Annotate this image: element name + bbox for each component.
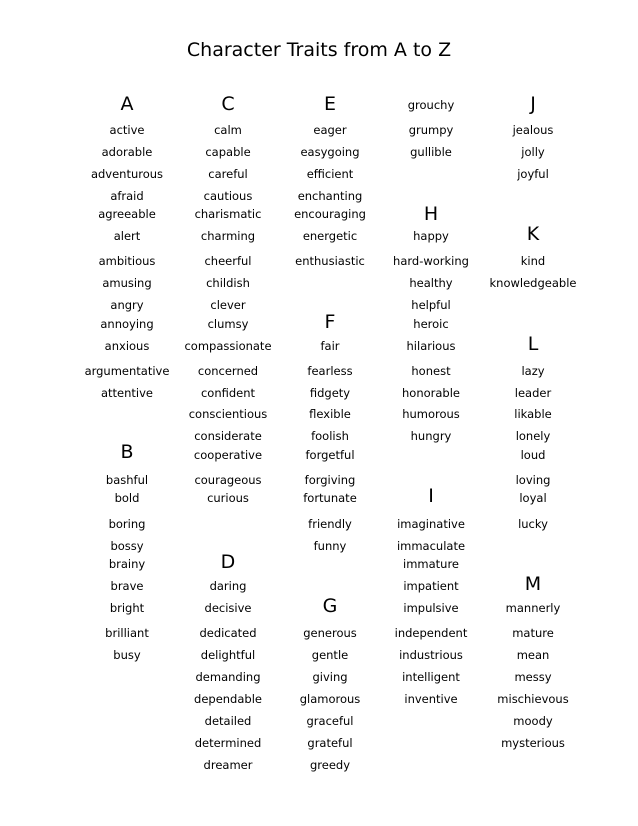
trait-word: jolly	[521, 145, 545, 159]
trait-word: jealous	[512, 123, 554, 137]
trait-word: brainy	[108, 557, 146, 571]
section-letter: M	[524, 573, 542, 595]
trait-word: impatient	[403, 579, 459, 593]
trait-word: dependable	[194, 692, 262, 706]
trait-word: heroic	[413, 317, 449, 331]
trait-word: concerned	[197, 364, 259, 378]
trait-word: hard-working	[393, 254, 469, 268]
trait-word: honest	[411, 364, 451, 378]
trait-word: dreamer	[203, 758, 253, 772]
trait-word: amusing	[102, 276, 152, 290]
trait-word: alert	[113, 229, 141, 243]
trait-word: brilliant	[105, 626, 149, 640]
section-letter: D	[220, 551, 236, 573]
trait-word: calm	[214, 123, 242, 137]
section-letter: I	[428, 485, 434, 507]
trait-word: eager	[313, 123, 347, 137]
trait-word: brave	[110, 579, 144, 593]
trait-word: forgetful	[305, 448, 355, 462]
trait-word: cautious	[203, 189, 253, 203]
trait-word: fidgety	[309, 386, 351, 400]
trait-word: clever	[210, 298, 246, 312]
trait-word: energetic	[302, 229, 358, 243]
trait-word: immature	[403, 557, 459, 571]
section-letter: E	[323, 93, 337, 115]
trait-word: hilarious	[406, 339, 456, 353]
trait-word: bossy	[110, 539, 144, 553]
trait-word: leader	[514, 386, 552, 400]
trait-word: greedy	[309, 758, 351, 772]
trait-word: delightful	[200, 648, 256, 662]
trait-word: bright	[109, 601, 145, 615]
trait-word: glamorous	[299, 692, 361, 706]
trait-word: angry	[110, 298, 144, 312]
section-letter: F	[324, 311, 336, 333]
trait-word: loud	[520, 448, 546, 462]
trait-word: likable	[514, 407, 552, 421]
trait-word: enchanting	[297, 189, 363, 203]
trait-word: daring	[209, 579, 247, 593]
trait-word: humorous	[402, 407, 460, 421]
trait-word: annoying	[100, 317, 154, 331]
trait-word: determined	[194, 736, 262, 750]
section-letter: B	[120, 441, 134, 463]
trait-word: joyful	[517, 167, 549, 181]
trait-word: attentive	[100, 386, 154, 400]
trait-word: inventive	[404, 692, 458, 706]
trait-word: afraid	[110, 189, 144, 203]
section-letter: J	[530, 93, 536, 115]
trait-word: lucky	[518, 517, 548, 531]
trait-word: fearless	[307, 364, 353, 378]
trait-word: grateful	[307, 736, 353, 750]
trait-word: compassionate	[184, 339, 272, 353]
trait-word: dedicated	[199, 626, 257, 640]
trait-word: mature	[512, 626, 554, 640]
trait-word: cheerful	[204, 254, 252, 268]
trait-word: impulsive	[403, 601, 459, 615]
trait-word: bold	[114, 491, 140, 505]
trait-word: foolish	[311, 429, 349, 443]
trait-word: fortunate	[303, 491, 357, 505]
trait-word: mysterious	[501, 736, 565, 750]
trait-word: decisive	[204, 601, 252, 615]
trait-word: industrious	[399, 648, 463, 662]
trait-word: considerate	[194, 429, 262, 443]
trait-word: cooperative	[193, 448, 263, 462]
trait-word: generous	[303, 626, 357, 640]
trait-word: gentle	[311, 648, 349, 662]
trait-word: gullible	[410, 145, 452, 159]
section-letter: G	[322, 595, 338, 617]
section-letter: C	[221, 93, 235, 115]
trait-word: detailed	[204, 714, 252, 728]
trait-word: helpful	[411, 298, 451, 312]
trait-word: lazy	[521, 364, 545, 378]
trait-word: ambitious	[98, 254, 156, 268]
trait-word: happy	[413, 229, 449, 243]
trait-word: courageous	[194, 473, 262, 487]
trait-word: childish	[206, 276, 250, 290]
trait-word: knowledgeable	[489, 276, 577, 290]
trait-word: grouchy	[407, 98, 455, 112]
trait-word: efficient	[306, 167, 354, 181]
trait-word: encouraging	[294, 207, 366, 221]
trait-word: boring	[108, 517, 146, 531]
trait-word: imaginative	[397, 517, 465, 531]
trait-word: mannerly	[505, 601, 561, 615]
section-letter: L	[527, 333, 539, 355]
trait-word: intelligent	[402, 670, 460, 684]
trait-word: adventurous	[90, 167, 164, 181]
trait-word: confident	[200, 386, 256, 400]
trait-word: busy	[113, 648, 141, 662]
trait-word: moody	[513, 714, 553, 728]
trait-word: hungry	[410, 429, 452, 443]
trait-word: careful	[208, 167, 248, 181]
trait-word: curious	[207, 491, 249, 505]
trait-word: conscientious	[188, 407, 268, 421]
trait-word: kind	[520, 254, 546, 268]
trait-word: argumentative	[84, 364, 170, 378]
trait-word: immaculate	[396, 539, 466, 553]
trait-word: mischievous	[497, 692, 569, 706]
section-letter: A	[120, 93, 134, 115]
trait-word: funny	[313, 539, 347, 553]
trait-word: clumsy	[207, 317, 249, 331]
trait-word: mean	[516, 648, 550, 662]
trait-word: agreeable	[98, 207, 156, 221]
trait-word: messy	[514, 670, 552, 684]
trait-word: enthusiastic	[295, 254, 365, 268]
trait-word: independent	[394, 626, 468, 640]
section-letter: H	[423, 203, 439, 225]
trait-word: giving	[312, 670, 348, 684]
trait-word: bashful	[105, 473, 149, 487]
trait-word: friendly	[308, 517, 352, 531]
trait-word: honorable	[402, 386, 460, 400]
trait-word: forgiving	[304, 473, 356, 487]
trait-word: flexible	[309, 407, 351, 421]
trait-word: charming	[200, 229, 256, 243]
trait-word: adorable	[101, 145, 153, 159]
section-letter: K	[526, 223, 540, 245]
page-title: Character Traits from A to Z	[186, 39, 452, 61]
trait-word: anxious	[104, 339, 150, 353]
trait-word: easygoing	[300, 145, 360, 159]
trait-word: lonely	[515, 429, 551, 443]
trait-word: demanding	[195, 670, 261, 684]
trait-word: loving	[515, 473, 551, 487]
trait-word: grumpy	[408, 123, 454, 137]
trait-word: active	[109, 123, 145, 137]
trait-word: loyal	[519, 491, 547, 505]
trait-word: fair	[320, 339, 340, 353]
trait-word: capable	[205, 145, 251, 159]
trait-word: graceful	[306, 714, 354, 728]
trait-word: healthy	[409, 276, 453, 290]
trait-word: charismatic	[194, 207, 262, 221]
